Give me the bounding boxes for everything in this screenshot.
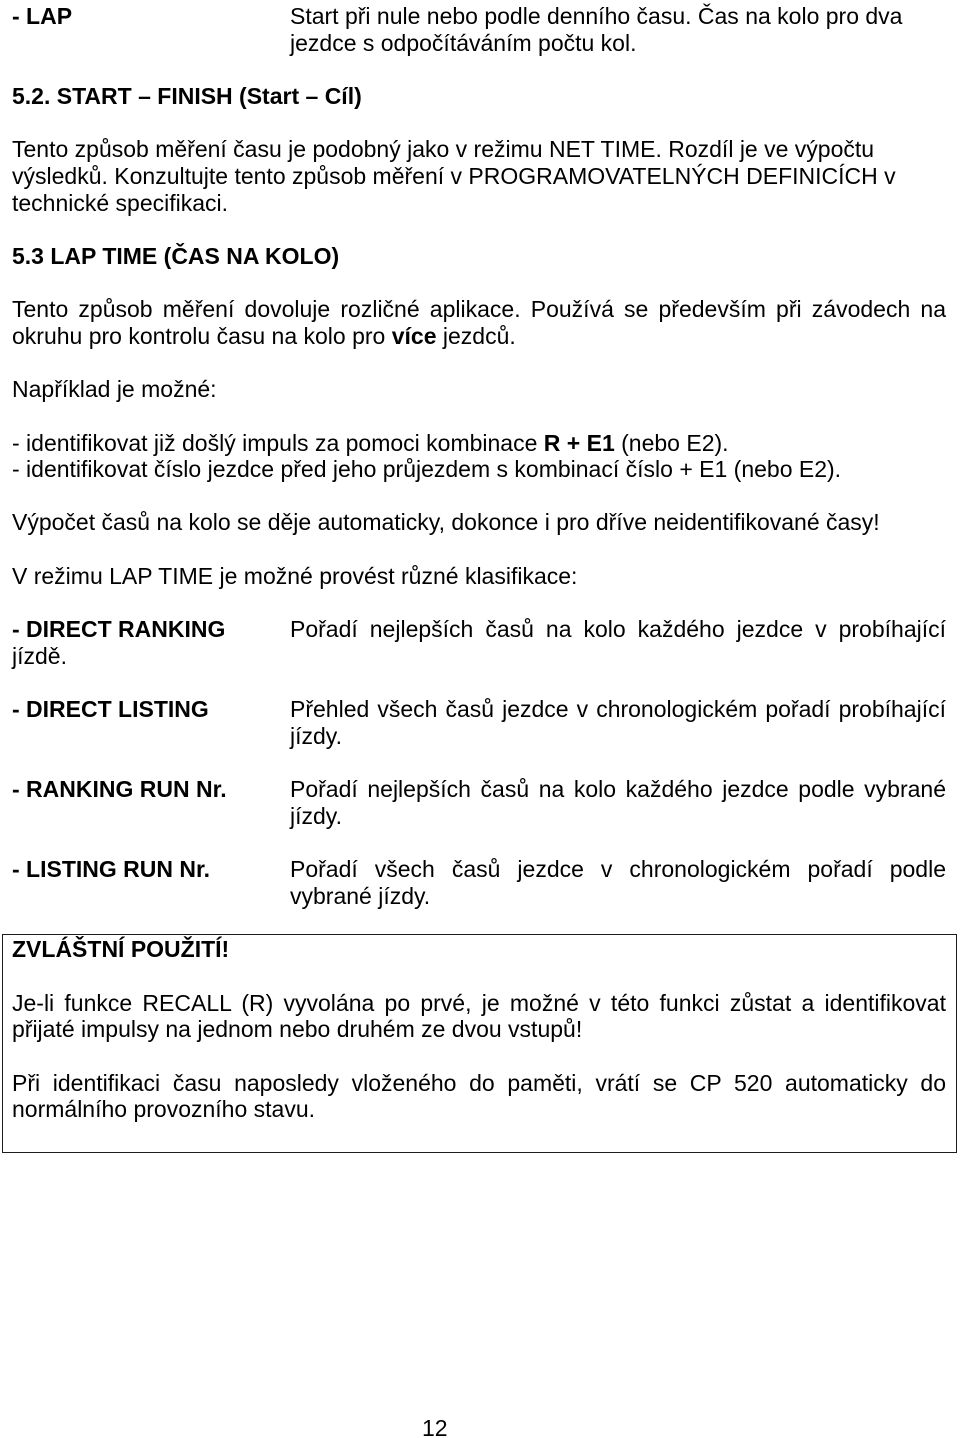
lap-time-intro-text: Tento způsob měření dovoluje rozličné aplikace. Používá se především při závodech na okruhu pro kontrolu času na kolo pro	[12, 296, 946, 349]
lap-mode-row	[12, 3, 946, 56]
classifications-lead: V režimu LAP TIME je možné provést různé klasifikace:	[12, 562, 578, 589]
classification-description: Pořadí nejlepších časů na kolo každého jezdce v probíhající jízdě.	[12, 616, 946, 669]
classification-item-listing-run	[12, 856, 946, 909]
classification-item-direct-listing	[12, 696, 946, 749]
section-5-3-heading: 5.3 LAP TIME (ČAS NA KOLO)	[12, 242, 340, 269]
classification-label: - RANKING RUN Nr.	[12, 776, 227, 803]
classification-label: - LISTING RUN Nr.	[12, 856, 211, 882]
examples-lead: Například je možné:	[12, 376, 217, 403]
lap-time-intro-emphasis: více	[391, 322, 437, 349]
lap-time-intro-ending: jezdců.	[436, 322, 516, 349]
example-item-key-combo: R + E1	[543, 429, 615, 456]
example-item-text: - identifikovat již došlý impuls za pomoci kombinace	[12, 429, 544, 456]
special-use-paragraph: Při identifikaci času naposledy vloženého do paměti, vrátí se CP 520 automaticky do normálního provozního stavu.	[12, 1069, 946, 1123]
classification-label: - DIRECT LISTING	[12, 696, 209, 723]
classification-label: - DIRECT RANKING	[12, 616, 226, 643]
special-use-paragraph: Je-li funkce RECALL (R) vyvolána po prvé, je možné v této funkci zůstat a identifikovat přijaté impulsy na jednom nebo druhém ze dvou vstupů!	[12, 989, 946, 1043]
classification-description: Pořadí nejlepších časů na kolo každého jezdce podle vybrané jízdy.	[290, 776, 946, 829]
section-5-2-paragraph: Tento způsob měření času je podobný jako v režimu NET TIME. Rozdíl je ve výpočtu výsledků. Konzultujte tento způsob měření v PROGRAMOVATELNÝCH DEFINICÍCH v technické specifikaci.	[12, 136, 896, 216]
classification-description: Přehled všech časů jezdce v chronologickém pořadí probíhající jízdy.	[290, 696, 946, 749]
classification-description: Pořadí všech časů jezdce v chronologickém pořadí podle vybrané jízdy.	[290, 856, 946, 909]
lap-mode-description: Start při nule nebo podle denního času. Čas na kolo pro dva jezdce s odpočítáváním počtu kol.	[290, 3, 903, 56]
section-5-2-heading: 5.2. START – FINISH (Start – Cíl)	[12, 82, 362, 109]
page-content	[12, 3, 946, 1153]
page-number: 12	[422, 1415, 448, 1438]
special-use-box	[2, 934, 957, 1153]
classification-item-ranking-run	[12, 776, 946, 829]
example-item	[12, 430, 946, 457]
lap-time-intro	[12, 296, 946, 349]
classification-item-direct-ranking	[12, 616, 946, 669]
example-item: - identifikovat číslo jezdce před jeho průjezdem s kombinací číslo + E1 (nebo E2).	[12, 456, 842, 483]
lap-mode-label: - LAP	[12, 3, 73, 29]
special-use-title: ZVLÁŠTNÍ POUŽITÍ!	[12, 936, 230, 963]
example-item-ending: (nebo E2).	[614, 429, 729, 456]
auto-calculation-note: Výpočet časů na kolo se děje automaticky, dokonce i pro dříve neidentifikované časy!	[12, 509, 880, 536]
examples-list	[12, 430, 946, 483]
